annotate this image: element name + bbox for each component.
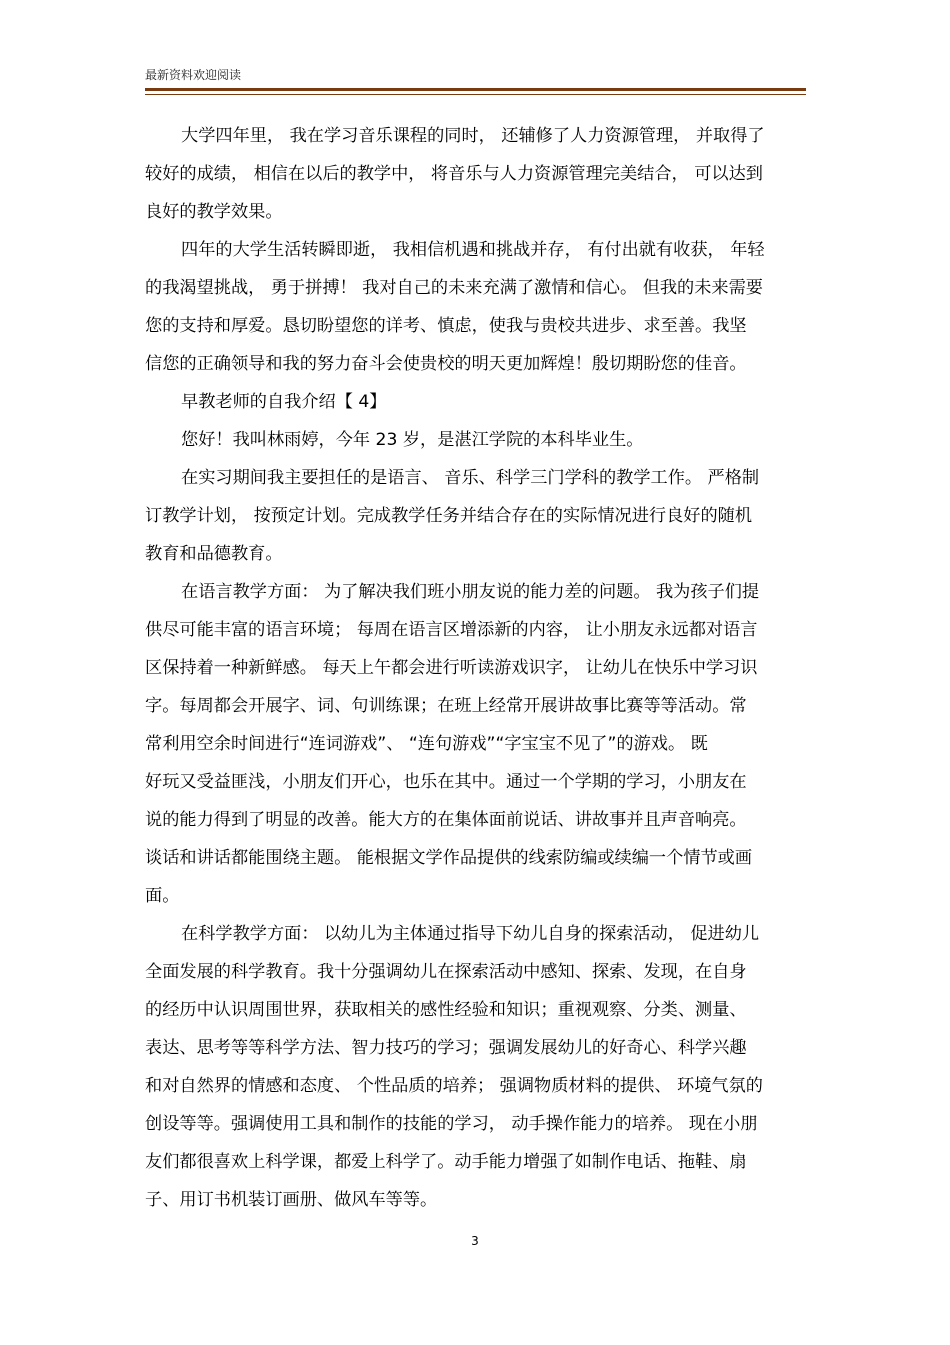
text-line: 您的支持和厚爱。恳切盼望您的详考、慎虑，使我与贵校共进步、求至善。我坚 bbox=[145, 316, 747, 336]
text-line: 谈话和讲话都能围绕主题。 能根据文学作品提供的线索防编或续编一个情节或画 bbox=[145, 848, 753, 868]
text-line: 常利用空余时间进行“连词游戏”、 “连句游戏”“字宝宝不见了”的游戏。 既 bbox=[145, 734, 708, 754]
text-line: 供尽可能丰富的语言环境； 每周在语言区增添新的内容， 让小朋友永远都对语言 bbox=[145, 620, 758, 640]
text-line: 信您的正确领导和我的努力奋斗会使贵校的明天更加辉煌！殷切期盼您的佳音。 bbox=[145, 354, 747, 374]
text-line: 良好的教学效果。 bbox=[145, 202, 283, 222]
text-line: 字。每周都会开展字、词、句训练课；在班上经常开展讲故事比赛等等活动。常 bbox=[145, 696, 747, 716]
text-line: 在语言教学方面： 为了解决我们班小朋友说的能力差的问题。 我为孩子们提 bbox=[181, 582, 760, 602]
text-line: 说的能力得到了明显的改善。能大方的在集体面前说话、讲故事并且声音响亮。 bbox=[145, 810, 747, 830]
text-line: 四年的大学生活转瞬即逝， 我相信机遇和挑战并存， 有付出就有收获， 年轻 bbox=[181, 240, 765, 260]
text-line: 好玩又受益匪浅，小朋友们开心，也乐在其中。通过一个学期的学习，小朋友在 bbox=[145, 772, 747, 792]
text-line: 和对自然界的情感和态度、 个性品质的培养； 强调物质材料的提供、 环境气氛的 bbox=[145, 1076, 763, 1096]
text-line: 创设等等。强调使用工具和制作的技能的学习， 动手操作能力的培养。 现在小朋 bbox=[145, 1114, 758, 1134]
text-line: 的经历中认识周围世界，获取相关的感性经验和知识；重视观察、分类、测量、 bbox=[145, 1000, 747, 1020]
text-line: 区保持着一种新鲜感。 每天上午都会进行听读游戏识字， 让幼儿在快乐中学习识 bbox=[145, 658, 758, 678]
text-line: 的我渴望挑战， 勇于拼搏！ 我对自己的未来充满了激情和信心。 但我的未来需要 bbox=[145, 278, 763, 298]
text-line: 子、用订书机装订画册、做风车等等。 bbox=[145, 1190, 438, 1210]
text-line: 您好！我叫林雨婷，今年 23 岁，是湛江学院的本科毕业生。 bbox=[181, 430, 644, 450]
page-number: 3 bbox=[471, 1234, 479, 1248]
text-line: 订教学计划， 按预定计划。完成教学任务并结合存在的实际情况进行良好的随机 bbox=[145, 506, 753, 526]
text-line: 在科学教学方面： 以幼儿为主体通过指导下幼儿自身的探索活动， 促进幼儿 bbox=[181, 924, 760, 944]
text-line: 友们都很喜欢上科学课，都爱上科学了。动手能力增强了如制作电话、拖鞋、扇 bbox=[145, 1152, 747, 1172]
header-rule-thick bbox=[145, 88, 806, 91]
text-line: 在实习期间我主要担任的是语言、 音乐、科学三门学科的教学工作。 严格制 bbox=[181, 468, 760, 488]
text-line: 全面发展的科学教育。我十分强调幼儿在探索活动中感知、探索、发现，在自身 bbox=[145, 962, 747, 982]
text-line: 面。 bbox=[145, 886, 180, 906]
text-line: 表达、思考等等科学方法、智力技巧的学习；强调发展幼儿的好奇心、科学兴趣 bbox=[145, 1038, 747, 1058]
text-line: 大学四年里， 我在学习音乐课程的同时， 还辅修了人力资源管理， 并取得了 bbox=[181, 126, 765, 146]
running-header: 最新资料欢迎阅读 bbox=[145, 68, 242, 82]
header-rule-thin bbox=[145, 94, 806, 95]
text-line: 较好的成绩， 相信在以后的教学中， 将音乐与人力资源管理完美结合， 可以达到 bbox=[145, 164, 763, 184]
section-heading: 早教老师的自我介绍【 4】 bbox=[181, 392, 387, 412]
text-line: 教育和品德教育。 bbox=[145, 544, 283, 564]
